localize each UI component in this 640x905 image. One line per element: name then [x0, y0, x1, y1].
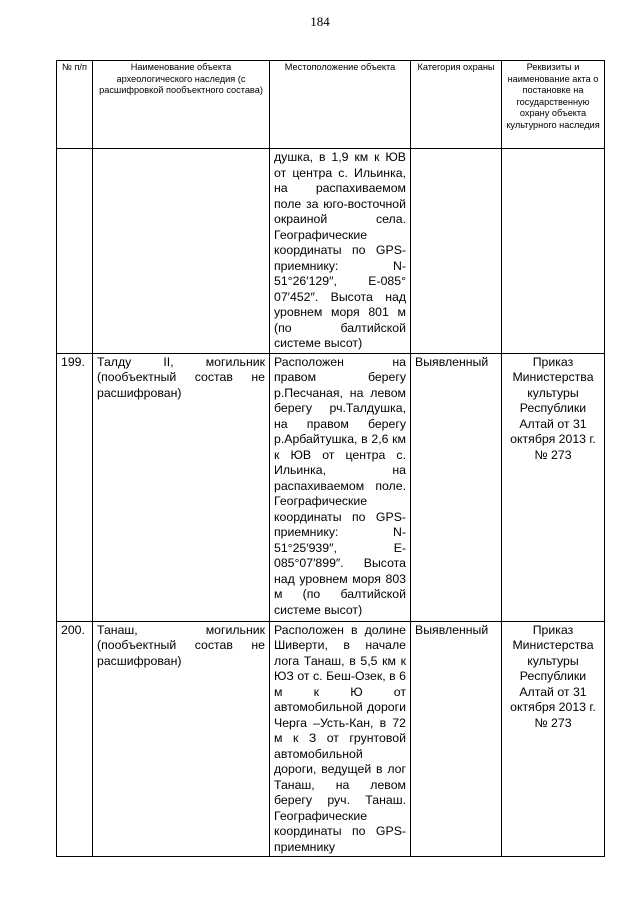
header-number: № п/п: [57, 61, 93, 149]
row-number: [57, 149, 93, 354]
object-name: Талду II, могильник (пообъектный состав не расшифрован): [93, 353, 270, 621]
object-name: Танаш, могильник (пообъектный состав не расшифрован): [93, 621, 270, 857]
object-location: Расположен в долине Шиверти, в начале лога Танаш, в 5,5 км к ЮЗ от с. Беш-Озек, в 6 м к Ю от автомобильной дороги Черга –Усть-Кан, в 72 м к З от грунтовой автомобильной дороги, ведущей в лог Танаш, на левом берегу руч. Танаш. Географические координаты по GPS-приемнику: [270, 621, 411, 857]
protection-category: Выявленный: [411, 353, 502, 621]
protection-act: Приказ Министерства культуры Республики Алтай от 31 октября 2013 г. № 273: [502, 621, 605, 857]
header-object-name: Наименование объекта археологического наследия (с расшифровкой пообъектного состава): [93, 61, 270, 149]
protection-act: Приказ Министерства культуры Республики Алтай от 31 октября 2013 г. № 273: [502, 353, 605, 621]
page-number: 184: [310, 14, 330, 29]
table-row: [57, 621, 605, 857]
header-category: Категория охраны: [411, 61, 502, 149]
table-row: [57, 353, 605, 621]
row-number: 199.: [57, 353, 93, 621]
row-number: 200.: [57, 621, 93, 857]
object-location: душка, в 1,9 км к ЮВ от центра с. Ильинка, на распахиваемом поле за юго-восточной окраиной села. Географические координаты по GPS-приемнику: N-51°26′129″, E-085° 07′452″. Высота над уровнем моря 801 м (по балтийской системе высот): [270, 149, 411, 354]
protection-category: [411, 149, 502, 354]
table-header-row: [57, 61, 605, 149]
object-location: Расположен на правом берегу р.Песчаная, на левом берегу рч.Талдушка, на правом берегу р.Арбайтушка, в 2,6 км к ЮВ от центра с. Ильинка, на распахиваемом поле. Географические координаты по GPS-приемнику: N-51°25′939″, E-085°07′899″. Высота над уровнем моря 803 м (по балтийской системе высот): [270, 353, 411, 621]
protection-category: Выявленный: [411, 621, 502, 857]
protection-act: [502, 149, 605, 354]
object-name: [93, 149, 270, 354]
table-row: [57, 149, 605, 354]
header-location: Местоположение объекта: [270, 61, 411, 149]
heritage-registry-table: [56, 60, 605, 857]
header-act: Реквизиты и наименование акта о постановке на государственную охрану объекта культурного наследия: [502, 61, 605, 149]
